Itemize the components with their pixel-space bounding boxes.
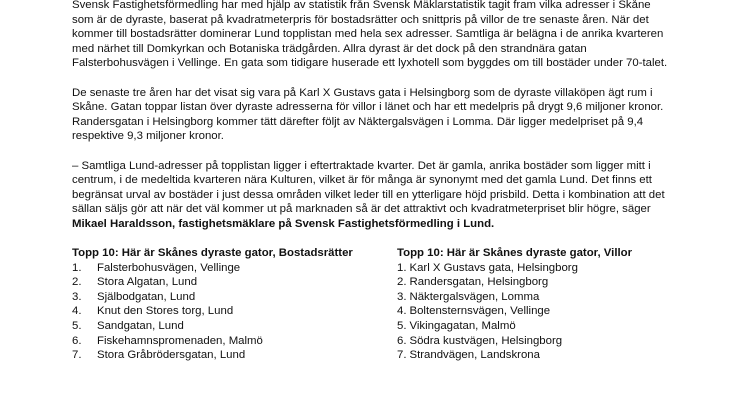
villor-list-title: Topp 10: Här är Skånes dyraste gator, Villor [397, 247, 633, 260]
list-item: 2. Stora Algatan, Lund [72, 276, 198, 289]
list-item: 7. Strandvägen, Landskrona [397, 349, 540, 362]
paragraph-3 [72, 159, 672, 232]
list-item: 1. Falsterbohusvägen, Vellinge [72, 261, 241, 274]
list-item: 4. Knut den Stores torg, Lund [72, 305, 234, 318]
villor-list [397, 261, 677, 363]
top-lists [72, 246, 672, 386]
bostadsratter-list-column [72, 246, 392, 363]
quote-text: – Samtliga Lund-adresser på topplistan ligger i eftertraktade kvarter. Det är gamla, anrika bostäder som ligger mitt i centrum, i de medeltida kvarteren nära Kulturen, vilket är för många är synonymt med det gamla Lund. Det finns ett begränsat urval av bostäder i just dessa områden vilket leder till en ytterligare höjd prisbild. Detta i kombination att det sällan säljs gör att när det väl kommer ut på marknaden så är det attraktivt och kvadratmeterpriset blir högre, säger [72, 159, 665, 216]
bostadsratter-list-title: Topp 10: Här är Skånes dyraste gator, Bostadsrätter [72, 247, 353, 260]
paragraph-1: Svensk Fastighetsförmedling har med hjälp av statistik från Svensk Mäklarstatistik tagit fram vilka adresser i Skåne som är de dyraste, baserat på kvadratmeterpris för bostadsrätter och snittpris på villor de tre senaste åren. När det kommer till bostadsrätter dominerar Lund topplistan med hela sex adresser. Samtliga är belägna i de anrika kvarteren med närhet till Domkyrkan och Botaniska trädgården. Allra dyrast är det dock på den strandnära gatan Falsterbohusvägen i Vellinge. En gata som tidigare huserade ett lyxhotell som byggdes om till bostäder under 70-talet. [72, 0, 668, 70]
list-item: 1. Karl X Gustavs gata, Helsingborg [397, 261, 578, 274]
list-item: 5. Vikingagatan, Malmö [397, 320, 516, 333]
list-item: 7. Stora Gråbrödersgatan, Lund [72, 349, 246, 362]
list-item: 5. Sandgatan, Lund [72, 320, 184, 333]
list-item: 6. Södra kustvägen, Helsingborg [397, 334, 563, 347]
paragraph-2: De senaste tre åren har det visat sig vara på Karl X Gustavs gata i Helsingborg som de dyraste villaköpen ägt rum i Skåne. Gatan toppar listan över dyraste adresserna för villor i länet och har ett medelpris på drygt 9,6 miljoner kronor. Randersgatan i Helsingborg kommer tätt därefter följt av Näktergalsvägen i Lomma. Där ligger medelpriset på 9,4 respektive 9,3 miljoner kronor. [72, 86, 664, 143]
list-item: 3. Själbodgatan, Lund [72, 290, 196, 303]
quote-attribution: Mikael Haraldsson, fastighetsmäklare på Svensk Fastighetsförmedling i Lund. [72, 217, 495, 230]
list-item: 2. Randersgatan, Helsingborg [397, 276, 549, 289]
villor-list-column [397, 246, 677, 363]
list-item: 6. Fiskehamnspromenaden, Malmö [72, 334, 263, 347]
document-page [72, 0, 672, 386]
bostadsratter-list [72, 261, 392, 363]
list-item: 4. Boltensternsvägen, Vellinge [397, 305, 551, 318]
list-item: 3. Näktergalsvägen, Lomma [397, 290, 540, 303]
